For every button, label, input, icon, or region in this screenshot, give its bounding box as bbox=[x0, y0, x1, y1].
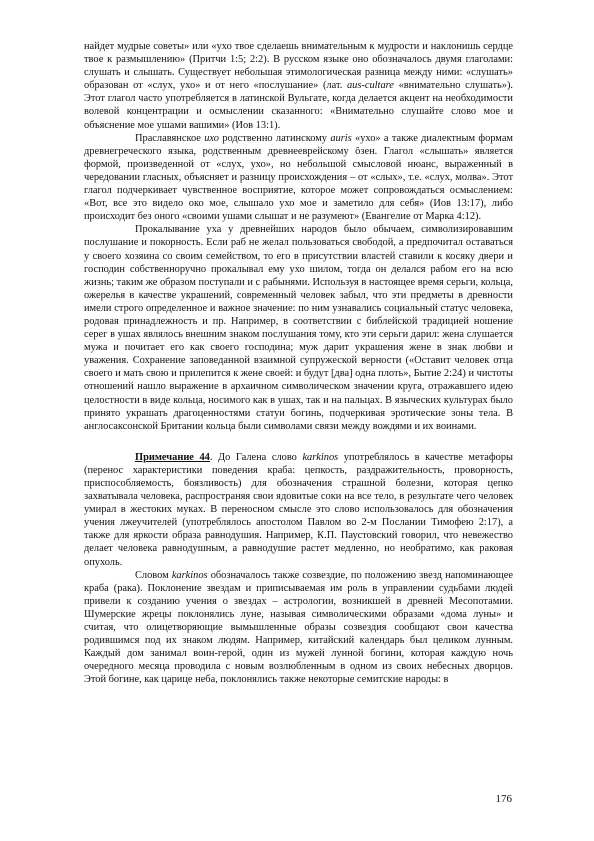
term-karkinos: karkinos bbox=[302, 451, 339, 463]
term-karkinos-2: karkinos bbox=[171, 569, 208, 581]
note-44-text-2: употреблялось в качестве метафоры (перенос характеристики поведения краба: цепкость, раздражительность, проворность, приспособляемость, боязливость) для обозначения страшной болезни, которая цепко захватывала человека, распространяя свои ядовитые соки на все тело, в результате чего человек умирал в жестоких муках. В переносном смысле это слово использовалось для обозначения учения лжеучителей (употреблялось апостолом Павлом во 2-м Послании Тимофею 2:17), а также для яркости образа равнодушия. Например, К.П. Паустовский говорил, что невежество делает человека равнодушным, а равнодушие растет медленно, но необратимо, как раковая опухоль. bbox=[84, 451, 513, 568]
note-44-label: Примечание 44 bbox=[135, 451, 210, 463]
paragraph-5-text-1: Словом bbox=[135, 569, 172, 581]
paragraph-2-text-3: «ухо» а также диалектным формам древнегреческого языка, родственным древнееврейскому ôзен. Глагол «слышать» является формой, произведенной от «слух, ухо», но небольшой смысловой нюанс, выраженный в чередовании гласных, объясняет и разницу происхождения – от «слых», т.е. «слух, молва». Этот глагол подчеркивает чувственное восприятие, которое может сопровождаться осмыслением: «Вот, все это видело око мое, слышало ухо мое и заметило для себя» (Иов 13:17), либо происходит без оного «своими ушами слышат и не разумеют» (Евангелие от Марка 4:12). bbox=[84, 132, 513, 223]
paragraph-2 bbox=[84, 132, 513, 224]
paragraph-5-text-2: обозначалось также созвездие, по положению звезд напоминающее краба (рака). Поклонение звездам и приписываемая им роль в управлении судьбами людей привели к созданию учения о звездах – астрологии, возникшей в древней Месопотамии. Шумерские жрецы поклонялись луне, называя символическими образами «дома луны» и считая, что олицетворяющие вымышленные образы созвездия сообщают свои качества родившимся под их знаком людям. Например, китайский календарь был целиком лунным. Каждый дом занимал воин-герой, один из мужей лунной богини, которая каждую ночь очередного месяца проводила с новым возлюбленным в одном из своих небесных дворцов. Этой богине, как царице неба, поклонялись также некоторые семитские народы: в bbox=[84, 569, 513, 686]
page-number: 176 bbox=[495, 793, 512, 805]
paragraph-5 bbox=[84, 569, 513, 687]
paragraph-3 bbox=[84, 223, 513, 433]
paragraph-1-text-2: «внимательно слушать»). Этот глагол часто употребляется в латинской Вульгате, когда делается акцент на необходимости волевой концентрации и осмыслении сказанного: «Внимательно слушайте слово мое и объяснение мое ушами вашими» (Иов 13:1). bbox=[84, 80, 514, 131]
page-body bbox=[84, 40, 513, 687]
paragraph-2-text-1: Праславянское bbox=[135, 132, 205, 144]
paragraph-1 bbox=[84, 40, 513, 132]
term-ikho: ихо bbox=[204, 132, 219, 144]
paragraph-3-text: Прокалывание уха у древнейших народов было обычаем, символизировавшим послушание и покорность. Если раб не желал пользоваться свободой, а предпочитал оставаться у своего хозяина со своим семейством, то его в присутствии властей ставили к косяку двери и господин собственноручно прокалывал ему ухо шилом, тогда он делался рабом его на всю жизнь; таким же образом поступали и с рабынями. Используя в настоящее время серьги, кольца, ожерелья в качестве украшений, современный человек забыл, что эти предметы в древности имели строго определенное и важное значение: по ним узнавались социальный статус человека, родовая принадлежность и пр. Например, в соответствии с библейской традицией ношение серег в ушах являлось внешним знаком послушания тому, кто эти серьги дарил: жена слушается мужа и почитает его как своего господина; муж дарит украшения жене в знак любви и уважения. Сохранение заповеданной взаимной супружеской верности («Оставит человек отца своего и мать свою и прилепится к жене своей: и будут [два] одна плоть», Бытие 2:24) и чистоты отношений нашло выражение в архаичном символическом значении круга, отражавшего идею целостности в виде кольца, носимого как в ушах, так и на пальцах. В языческих культурах было принято украшать драгоценностями статуи богинь, подчеркивая эротические зоны тела. В англосаксонской Британии кольца были символами связи между вождями и их воинами. bbox=[84, 224, 513, 432]
section-gap bbox=[84, 433, 513, 451]
latin-term-auris: auris bbox=[330, 132, 352, 144]
latin-term-aus-cultare: aus-cultare bbox=[346, 80, 394, 92]
note-44-paragraph bbox=[84, 451, 513, 569]
paragraph-2-text-2: родственно латинскому bbox=[218, 132, 331, 144]
paragraph-1-text-1: найдет мудрые советы» или «ухо твое сделаешь внимательным к мудрости и наклонишь сердце твое к размышлению» (Притчи 1:5; 2:2). В русском языке оно обозначалось двумя глаголами: слушать и слышать. Существует небольшая этимологическая разница между ними: «слушать» образован от «слух, ухо» и от него «послушание» (лат. bbox=[84, 41, 513, 92]
note-44-text-1: . До Галена слово bbox=[209, 451, 303, 463]
